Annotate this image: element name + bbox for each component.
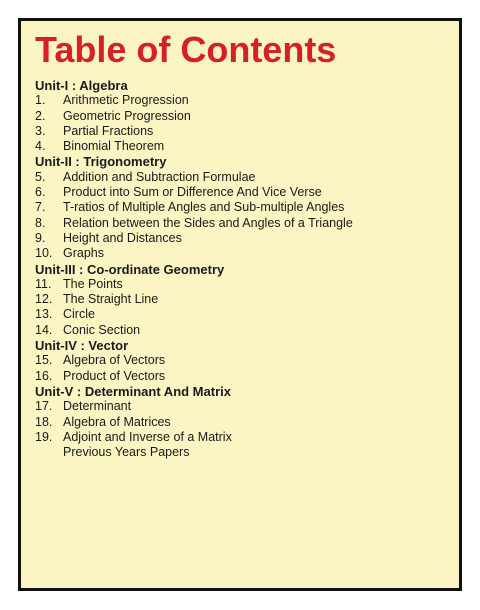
chapter-number: 4. [35,139,46,154]
chapter-item[interactable] [35,216,449,231]
chapter-title: Arithmetic Progression [63,93,189,108]
unit-heading-coordinate-geometry: Unit-III : Co-ordinate Geometry [35,261,225,277]
chapter-title: Algebra of Vectors [63,353,166,368]
chapter-number: 9. [35,230,46,245]
chapter-number: 14. [35,322,53,337]
chapter-number: 11. [35,276,52,291]
chapter-title: The Straight Line [63,292,159,307]
chapter-title: Algebra of Matrices [63,414,171,429]
unit-heading-vector: Unit-IV : Vector [35,338,129,354]
chapter-item[interactable] [35,124,449,139]
chapter-item[interactable] [35,399,449,414]
chapter-number: 16. [35,368,53,383]
chapter-number: 18. [35,414,53,429]
unit-heading-algebra: Unit-I : Algebra [35,78,128,93]
contents-panel [18,18,462,591]
previous-years-papers-entry[interactable]: Previous Years Papers [63,445,190,460]
chapter-title: Graphs [63,246,104,261]
chapter-item[interactable] [35,139,449,154]
chapter-item[interactable] [35,369,449,384]
chapter-title: Determinant [63,399,132,414]
chapter-item[interactable] [35,170,449,185]
chapter-number: 12. [35,292,53,307]
chapter-number: 17. [35,399,53,414]
chapter-number: 5. [35,169,46,184]
chapter-item[interactable] [35,231,449,246]
page-title: Table of Contents [35,29,337,70]
chapter-item[interactable] [35,353,449,368]
chapter-title: Adjoint and Inverse of a Matrix [63,429,232,444]
chapter-number: 6. [35,185,46,200]
chapter-item[interactable] [35,415,449,430]
chapter-item[interactable] [35,323,449,338]
chapter-item[interactable] [35,292,449,307]
chapter-title: Relation between the Sides and Angles of a Triangle [63,215,353,230]
chapter-number: 2. [35,108,46,123]
chapter-item[interactable] [35,185,449,200]
chapter-item[interactable] [35,246,449,261]
chapter-title: Geometric Progression [63,108,191,123]
chapter-title: Circle [63,307,95,322]
chapter-title: Product of Vectors [63,368,166,383]
chapter-number: 15. [35,353,53,368]
chapter-item[interactable] [35,307,449,322]
unit-heading-trigonometry: Unit-II : Trigonometry [35,154,167,170]
chapter-number: 8. [35,215,46,230]
chapter-number: 19. [35,429,53,444]
unit-heading-determinant-matrix: Unit-V : Determinant And Matrix [35,383,231,399]
chapter-title: Partial Fractions [63,123,154,138]
chapter-number: 3. [35,123,46,138]
chapter-title: Product into Sum or Difference And Vice Verse [63,185,322,200]
chapter-item[interactable] [35,200,449,215]
chapter-title: Binomial Theorem [63,139,165,154]
chapter-title: Conic Section [63,322,141,337]
chapter-number: 13. [35,307,53,322]
chapter-number: 7. [35,200,46,215]
chapter-title: Addition and Subtraction Formulae [63,169,256,184]
contents-list [35,78,449,460]
chapter-item[interactable] [35,93,449,108]
chapter-number: 10. [35,246,53,261]
chapter-item[interactable] [35,430,449,445]
chapter-item[interactable] [35,277,449,292]
chapter-item[interactable] [35,109,449,124]
chapter-title: Height and Distances [63,230,182,245]
chapter-title: The Points [63,276,123,291]
chapter-title: T-ratios of Multiple Angles and Sub-multiple Angles [63,200,345,215]
chapter-number: 1. [35,93,46,108]
